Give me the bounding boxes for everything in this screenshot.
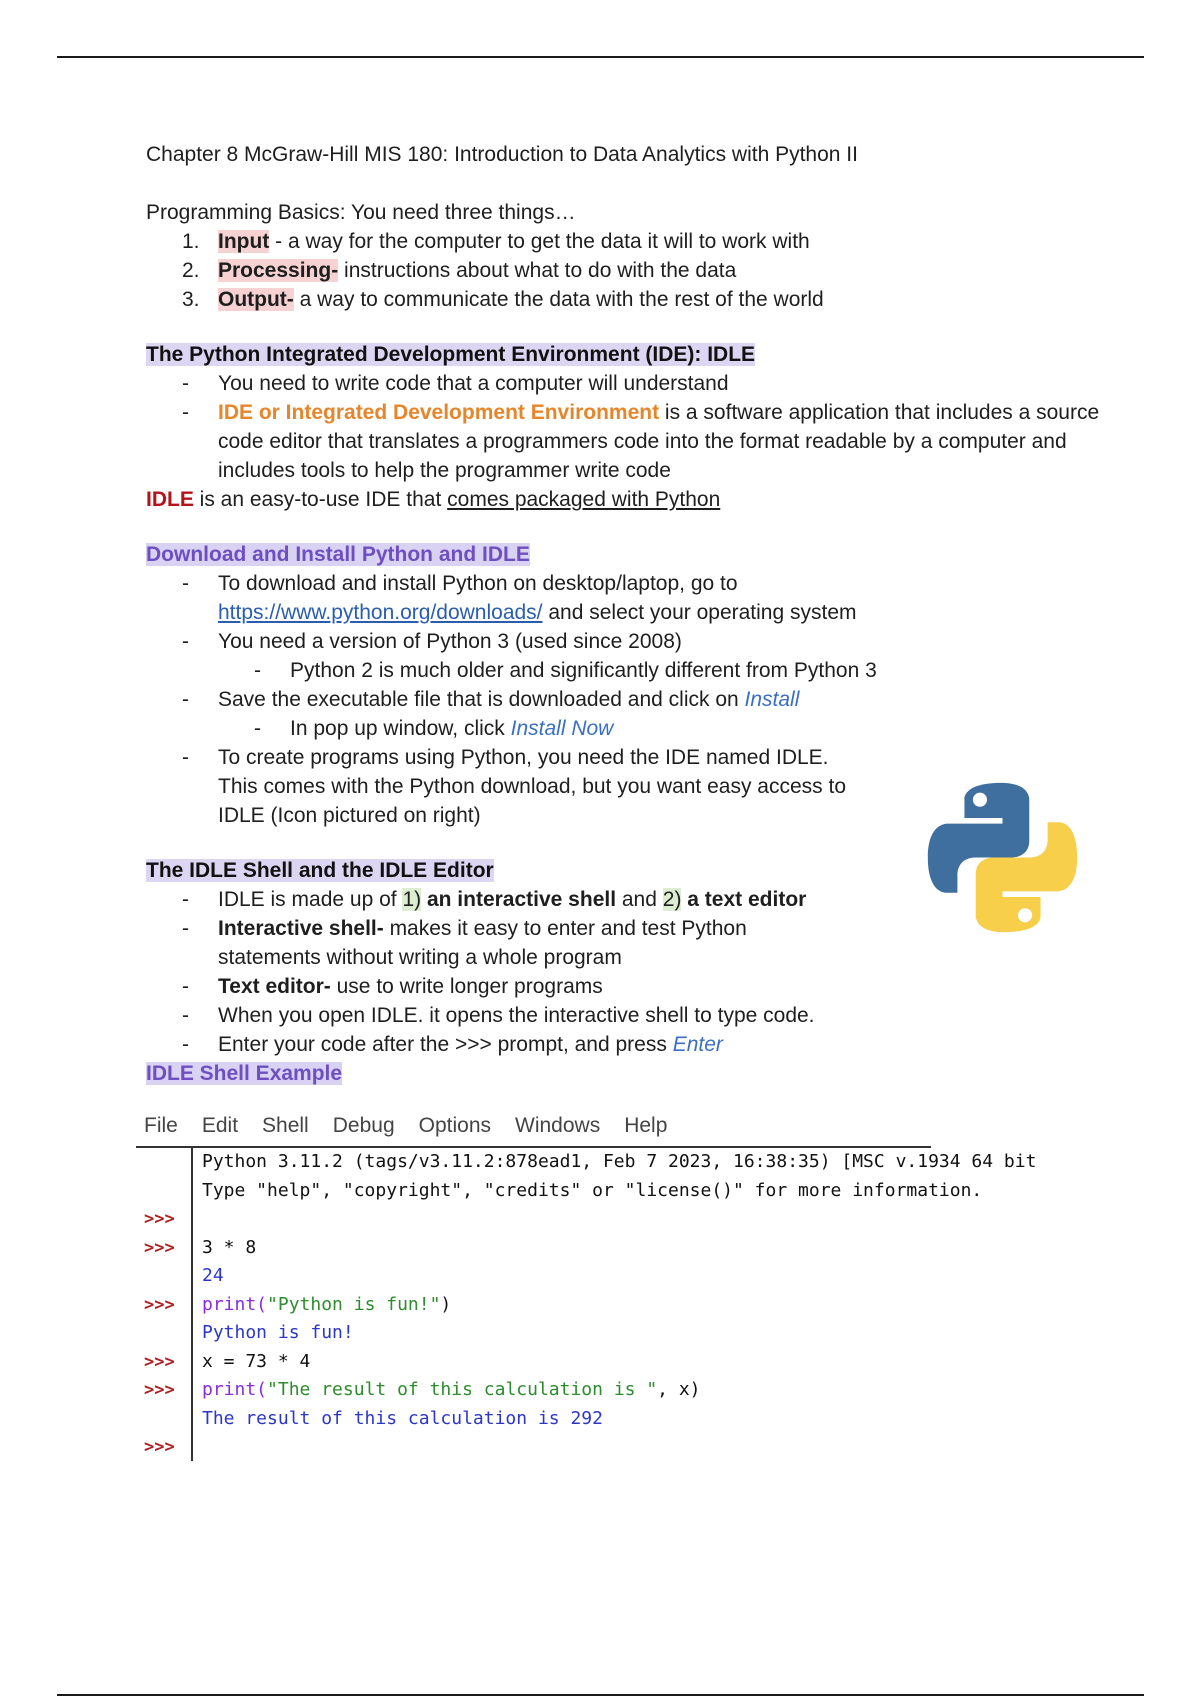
download-sublist-1 [146,656,1106,685]
output-line: The result of this calculation is 292 [202,1407,603,1429]
list-item: 3. Output- a way to communicate the data with the rest of the world [182,288,824,311]
download-list-2 [146,685,1106,714]
term-processing: Processing- [218,259,339,282]
python-downloads-link[interactable]: https://www.python.org/downloads/ [218,601,543,624]
shell-prompt: >>> [144,1437,175,1457]
term-input: Input [218,230,270,253]
list-item: - You need a version of Python 3 (used since 2008) [146,627,1106,656]
list-item: - Python 2 is much older and significantly different from Python 3 [146,656,1106,685]
list-item: - In pop up window, click Install Now [146,714,1106,743]
menu-options[interactable]: Options [418,1114,491,1137]
list-item: - Save the executable file that is downloaded and click on Install [146,685,1106,714]
idle-description: IDLE is an easy-to-use IDE that comes packaged with Python [146,488,721,511]
code-line: 3 * 8 [202,1236,257,1258]
bottom-rule [57,1694,1144,1696]
banner-line: Python 3.11.2 (tags/v3.11.2:878ead1, Feb 7 2023, 16:38:35) [MSC v.1934 64 bit [202,1151,1037,1172]
menu-edit[interactable]: Edit [201,1114,239,1137]
document-body [146,140,1106,1088]
list-item: - IDLE is made up of 1) an interactive shell and 2) a text editor [146,885,1106,914]
code-line: print("The result of this calculation is ", x) [202,1379,701,1400]
top-rule [57,56,1144,58]
download-sublist-2 [146,714,1106,743]
shell-prompt: >>> [144,1351,175,1372]
list-item: - When you open IDLE. it opens the interactive shell to type code. [146,1001,1106,1030]
prompt-gutter-divider [191,1148,193,1461]
basics-intro: Programming Basics: You need three things… [146,201,576,224]
list-item: - IDE or Integrated Development Environment is a software application that includes a source code editor that translates a programmers code into the format readable by a computer and includes tools to help the programmer write code [146,398,1106,485]
list-item: - To download and install Python on desktop/laptop, go to https://www.python.org/downloads/ and select your operating system [146,569,1106,627]
idle-shell-body[interactable] [136,1148,1037,1462]
list-item: - You need to write code that a computer will understand [146,369,1106,398]
banner-line: Type "help", "copyright", "credits" or "license()" for more information. [202,1179,983,1201]
menu-file[interactable]: File [144,1114,178,1137]
idle-menubar [136,1110,931,1142]
list-item: - To create programs using Python, you need the IDE named IDLE. This comes with the Python download, but you want easy access to IDLE (Icon pictured on right) [146,743,864,830]
code-line: print("Python is fun!") [202,1293,452,1315]
list-item: - Text editor- use to write longer programs [146,972,1106,1001]
output-line: Python is fun! [202,1322,354,1343]
python-logo-icon [925,780,1080,935]
download-list [146,569,1106,656]
term-output: Output- [218,288,294,311]
shell-code-area[interactable] [192,1148,1036,1462]
page-title: Chapter 8 McGraw-Hill MIS 180: Introduction to Data Analytics with Python II [146,143,858,166]
shell-prompt: >>> [144,1294,175,1315]
ide-list [146,369,1106,485]
section-heading-download: Download and Install Python and IDLE [146,543,530,566]
section-heading-ide: The Python Integrated Development Environment (IDE): IDLE [146,343,756,366]
output-line: 24 [202,1265,224,1286]
list-item: - Enter your code after the >>> prompt, and press Enter [146,1030,1106,1059]
shell-prompt: >>> [144,1380,175,1400]
ide-term: IDE or Integrated Development Environment [218,401,660,424]
section-heading-example: IDLE Shell Example [146,1062,343,1085]
list-item: - Interactive shell- makes it easy to enter and test Python statements without writing a whole program [146,914,824,972]
menu-windows[interactable]: Windows [515,1114,601,1137]
menu-shell[interactable]: Shell [262,1114,309,1137]
menu-help[interactable]: Help [624,1114,668,1137]
list-item: 1. Input - a way for the computer to get the data it will to work with [182,230,810,253]
basics-list [146,227,1106,314]
code-line: x = 73 * 4 [202,1350,311,1372]
shell-prompt: >>> [144,1237,175,1258]
idle-shell-window [136,1110,1037,1462]
list-item: 2. Processing- instructions about what to do with the data [182,259,737,282]
prompt-gutter [136,1148,192,1462]
shell-prompt: >>> [144,1209,175,1229]
section-heading-shell: The IDLE Shell and the IDLE Editor [146,859,494,882]
menu-debug[interactable]: Debug [332,1114,395,1137]
